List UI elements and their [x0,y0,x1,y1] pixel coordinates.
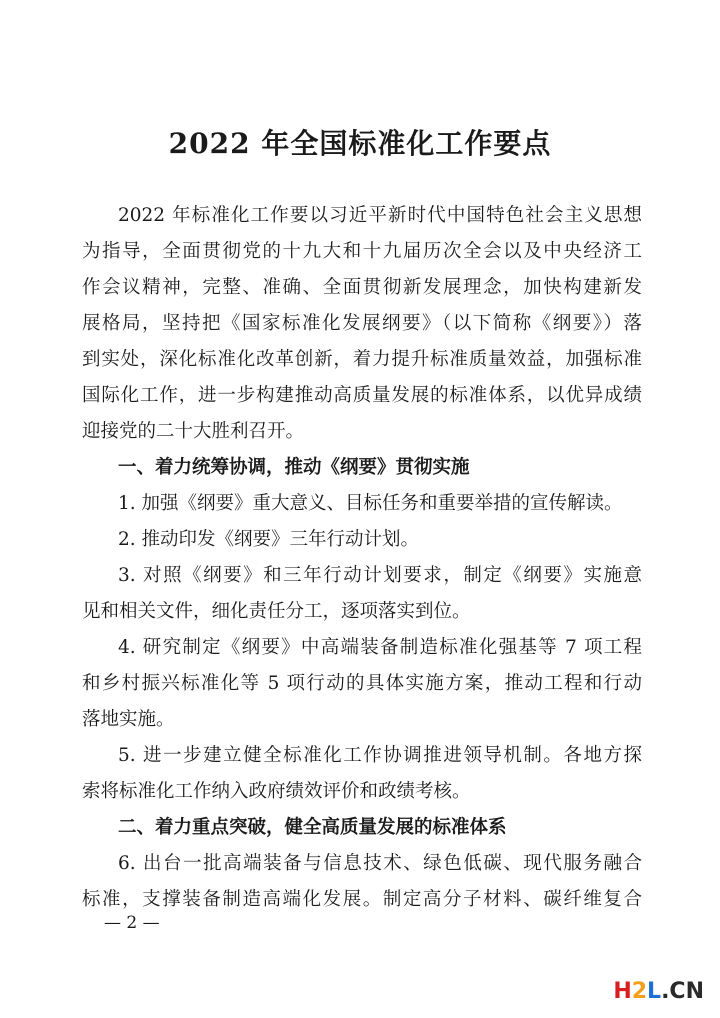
intro-line: 2022 年标准化工作要以习近平新时代中国特色社会主义思想 [118,205,642,226]
intro-line: 到实处，深化标准化改革创新，着力提升标准质量效益，加强标准 [82,349,642,370]
watermark-h: H [613,979,632,1004]
list-item-continuation: 索将标准化工作纳入政府绩效评价和政绩考核。 [82,781,471,802]
list-item: 4. 研究制定《纲要》中高端装备制造标准化强基等 7 项工程 [118,637,642,658]
document-title: 2022 年全国标准化工作要点 [168,127,552,160]
page-number: — 2 — [104,913,160,933]
list-item: 6. 出台一批高端装备与信息技术、绿色低碳、现代服务融合 [118,853,642,874]
site-watermark-logo [613,979,704,1004]
intro-line: 展格局，坚持把《国家标准化发展纲要》（以下简称《纲要》）落 [82,313,642,334]
section-heading: 二、着力重点突破，健全高质量发展的标准体系 [118,817,507,838]
list-item: 2. 推动印发《纲要》三年行动计划。 [118,529,420,550]
section-heading: 一、着力统筹协调，推动《纲要》贯彻实施 [118,457,470,478]
list-item: 1. 加强《纲要》重大意义、目标任务和重要举措的宣传解读。 [118,493,623,514]
list-item: 5. 进一步建立健全标准化工作协调推进领导机制。各地方探 [118,745,642,766]
intro-line: 迎接党的二十大胜利召开。 [82,421,305,442]
intro-line: 作会议精神，完整、准确、全面贯彻新发展理念，加快构建新发 [82,277,642,298]
list-item-continuation: 标准，支撑装备制造高端化发展。制定高分子材料、碳纤维复合 [82,889,642,910]
list-item-continuation: 和乡村振兴标准化等 5 项行动的具体实施方案，推动工程和行动 [82,673,642,694]
intro-line: 国际化工作，进一步构建推动高质量发展的标准体系，以优异成绩 [82,385,642,406]
watermark-l: L [647,979,662,1004]
watermark-2: 2 [631,979,648,1004]
list-item-continuation: 见和相关文件，细化责任分工，逐项落实到位。 [82,601,471,622]
watermark-cn: .CN [661,979,704,1004]
list-item-continuation: 落地实施。 [82,709,175,730]
list-item: 3. 对照《纲要》和三年行动计划要求，制定《纲要》实施意 [118,565,642,586]
intro-line: 为指导，全面贯彻党的十九大和十九届历次全会以及中央经济工 [82,241,642,262]
